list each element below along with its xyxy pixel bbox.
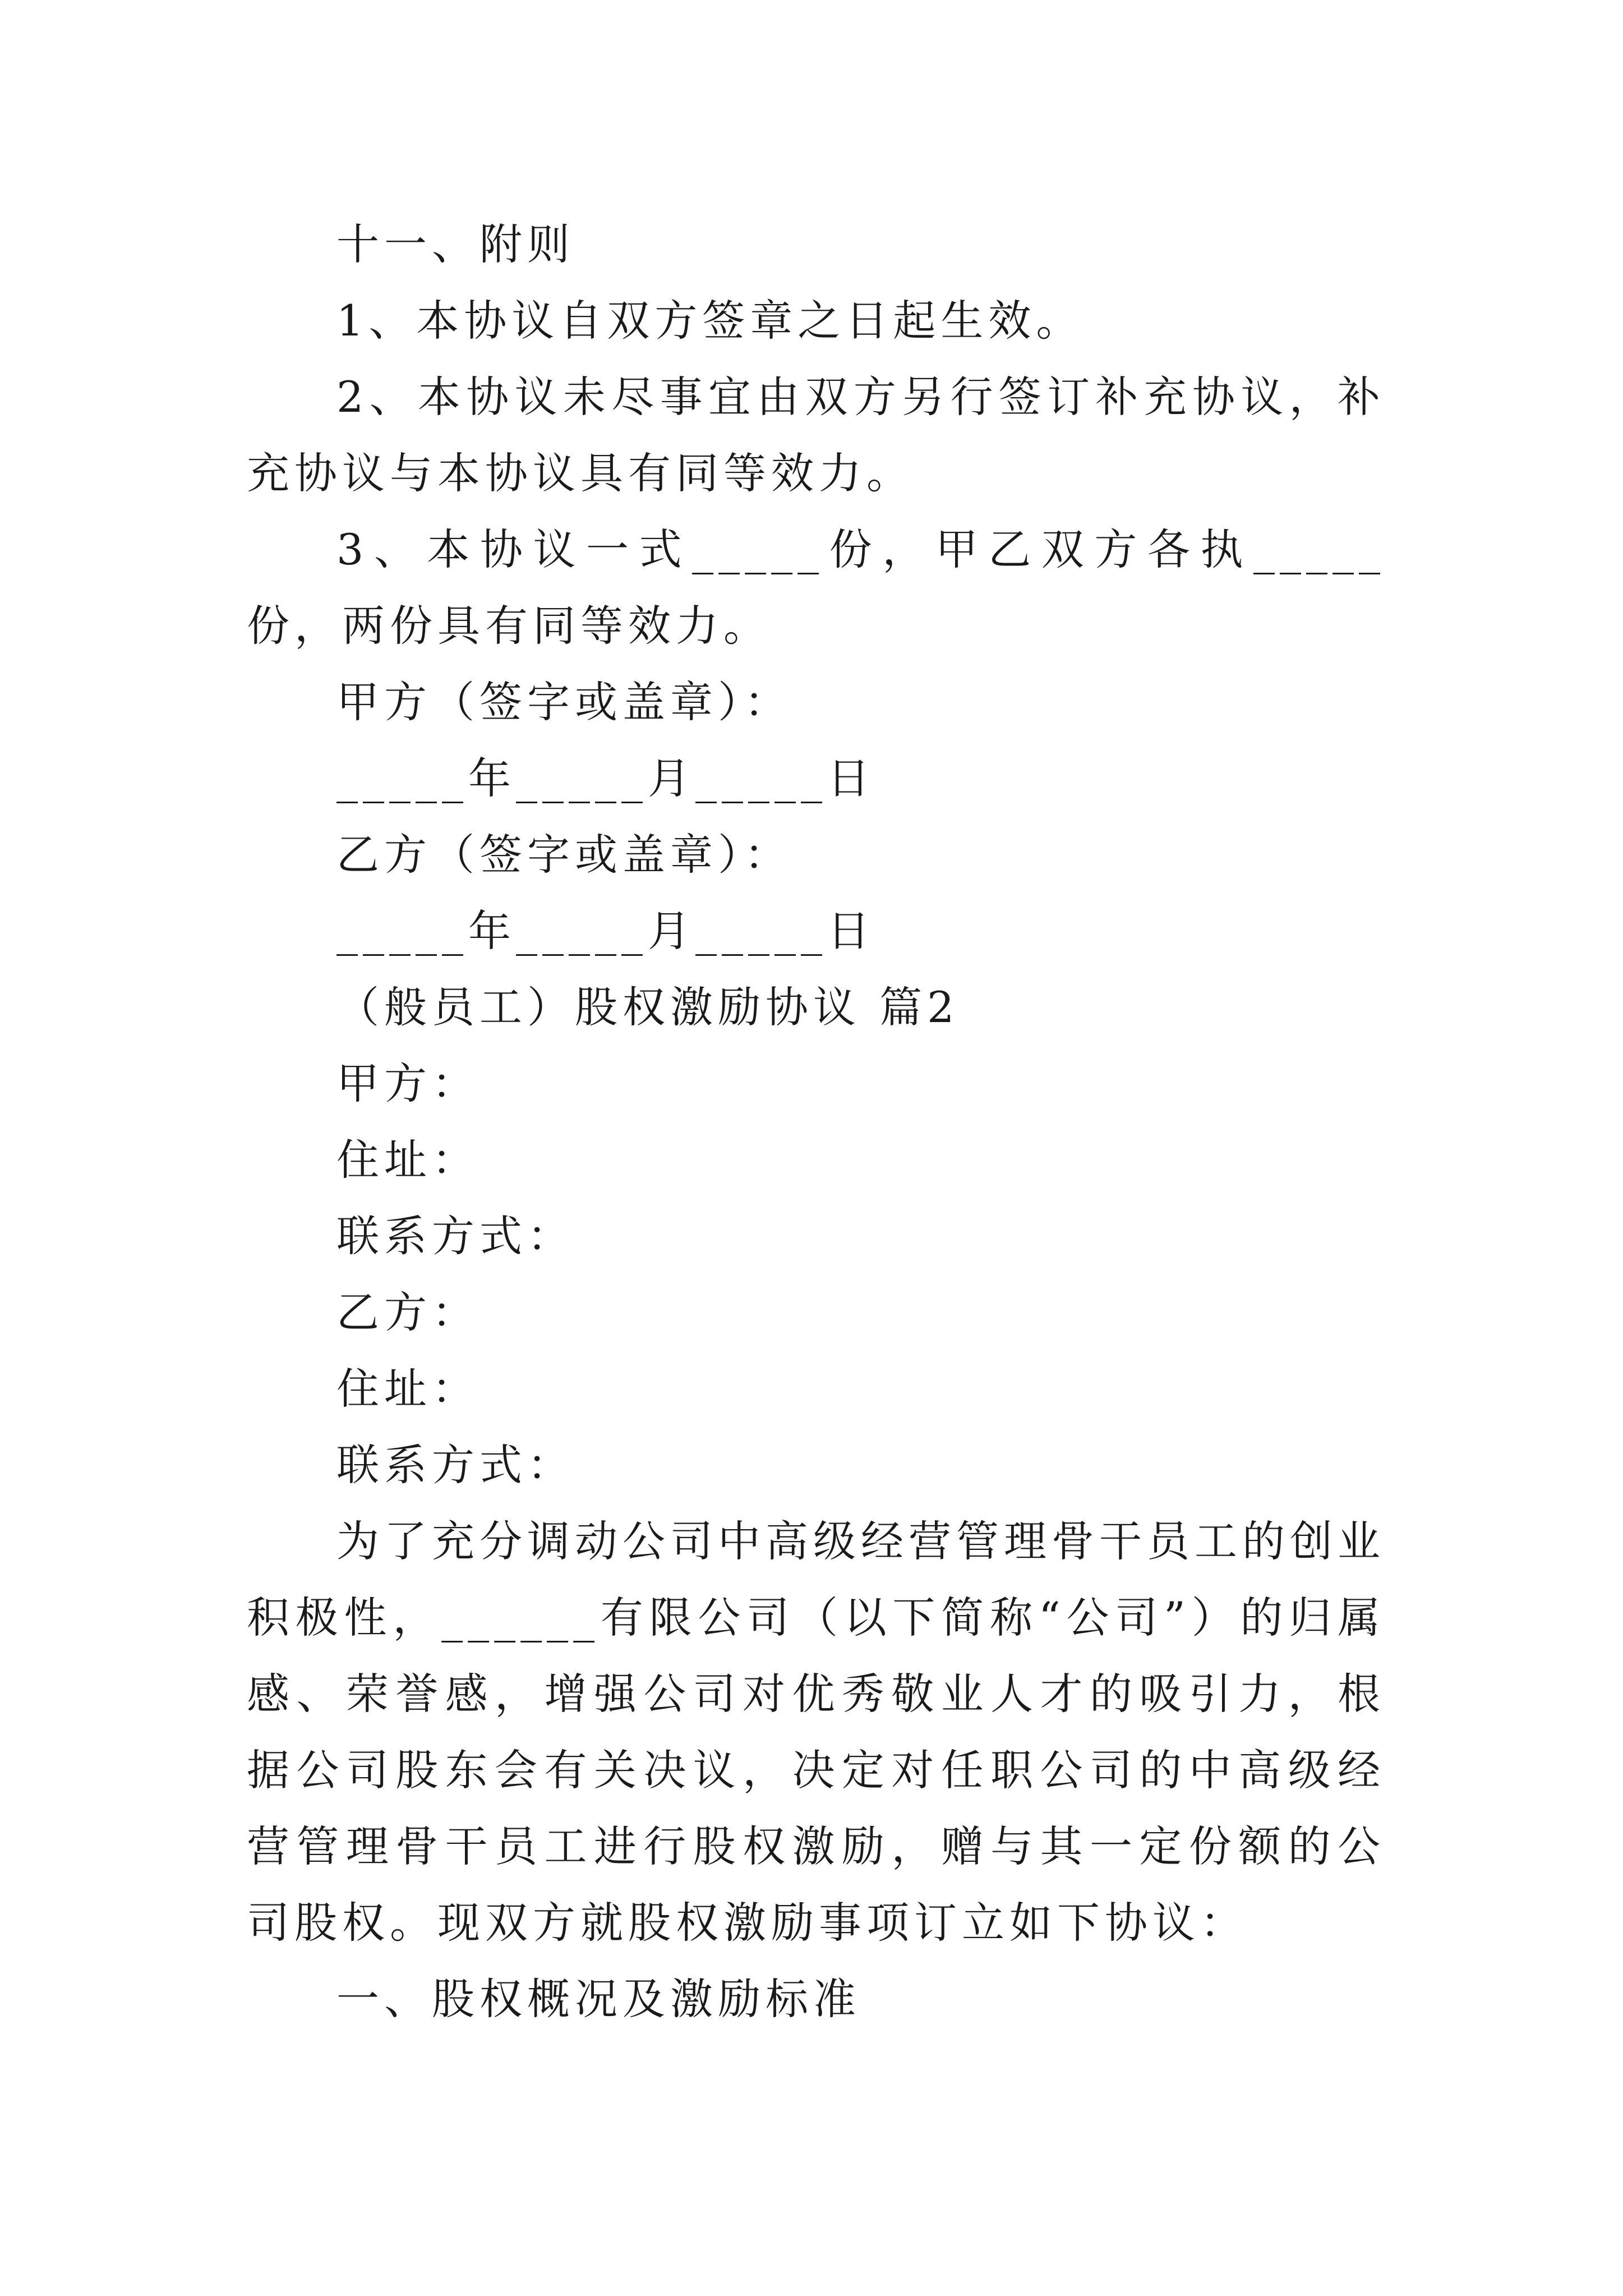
clause-1-effective: 1、本协议自双方签章之日起生效。 [336,296,1084,346]
clause-3-copies: 3、本协议一式_____份，甲乙双方各执_____份，两份具有同等效力。 [247,524,1385,651]
section-heading-equity-overview: 一、股权概况及激励标准 [336,1974,861,2024]
section-heading-appendix: 十一、附则 [336,219,575,269]
party-b-date-line: _____年_____月_____日 [336,906,875,956]
party-a-signature-label: 甲方（签字或盖章）： [336,677,792,727]
party-a-contact-label: 联系方式： [336,1211,575,1261]
clause-2-supplement: 2、本协议未尽事宜由双方另行签订补充协议，补充协议与本协议具有同等效力。 [247,372,1385,498]
agreement-title: （般员工）股权激励协议 篇2 [336,982,960,1032]
party-a-date-line: _____年_____月_____日 [336,753,875,803]
party-a-label: 甲方： [336,1059,479,1108]
party-b-contact-label: 联系方式： [336,1440,575,1490]
document-body [247,206,1385,2037]
party-b-address-label: 住址： [336,1364,479,1414]
party-b-label: 乙方： [336,1287,479,1337]
party-a-address-label: 住址： [336,1135,479,1185]
party-b-signature-label: 乙方（签字或盖章）： [336,830,792,880]
preamble-paragraph: 为了充分调动公司中高级经营管理骨干员工的创业积极性，______有限公司（以下简称“公司”）的归属感、荣誉感，增强公司对优秀敬业人才的吸引力，根据公司股东会有关决议，决定对任职公司的中高级经营管理骨干员工进行股权激励，赠与其一定份额的公司股权。现双方就股权激励事项订立如下协议： [247,1516,1385,1948]
